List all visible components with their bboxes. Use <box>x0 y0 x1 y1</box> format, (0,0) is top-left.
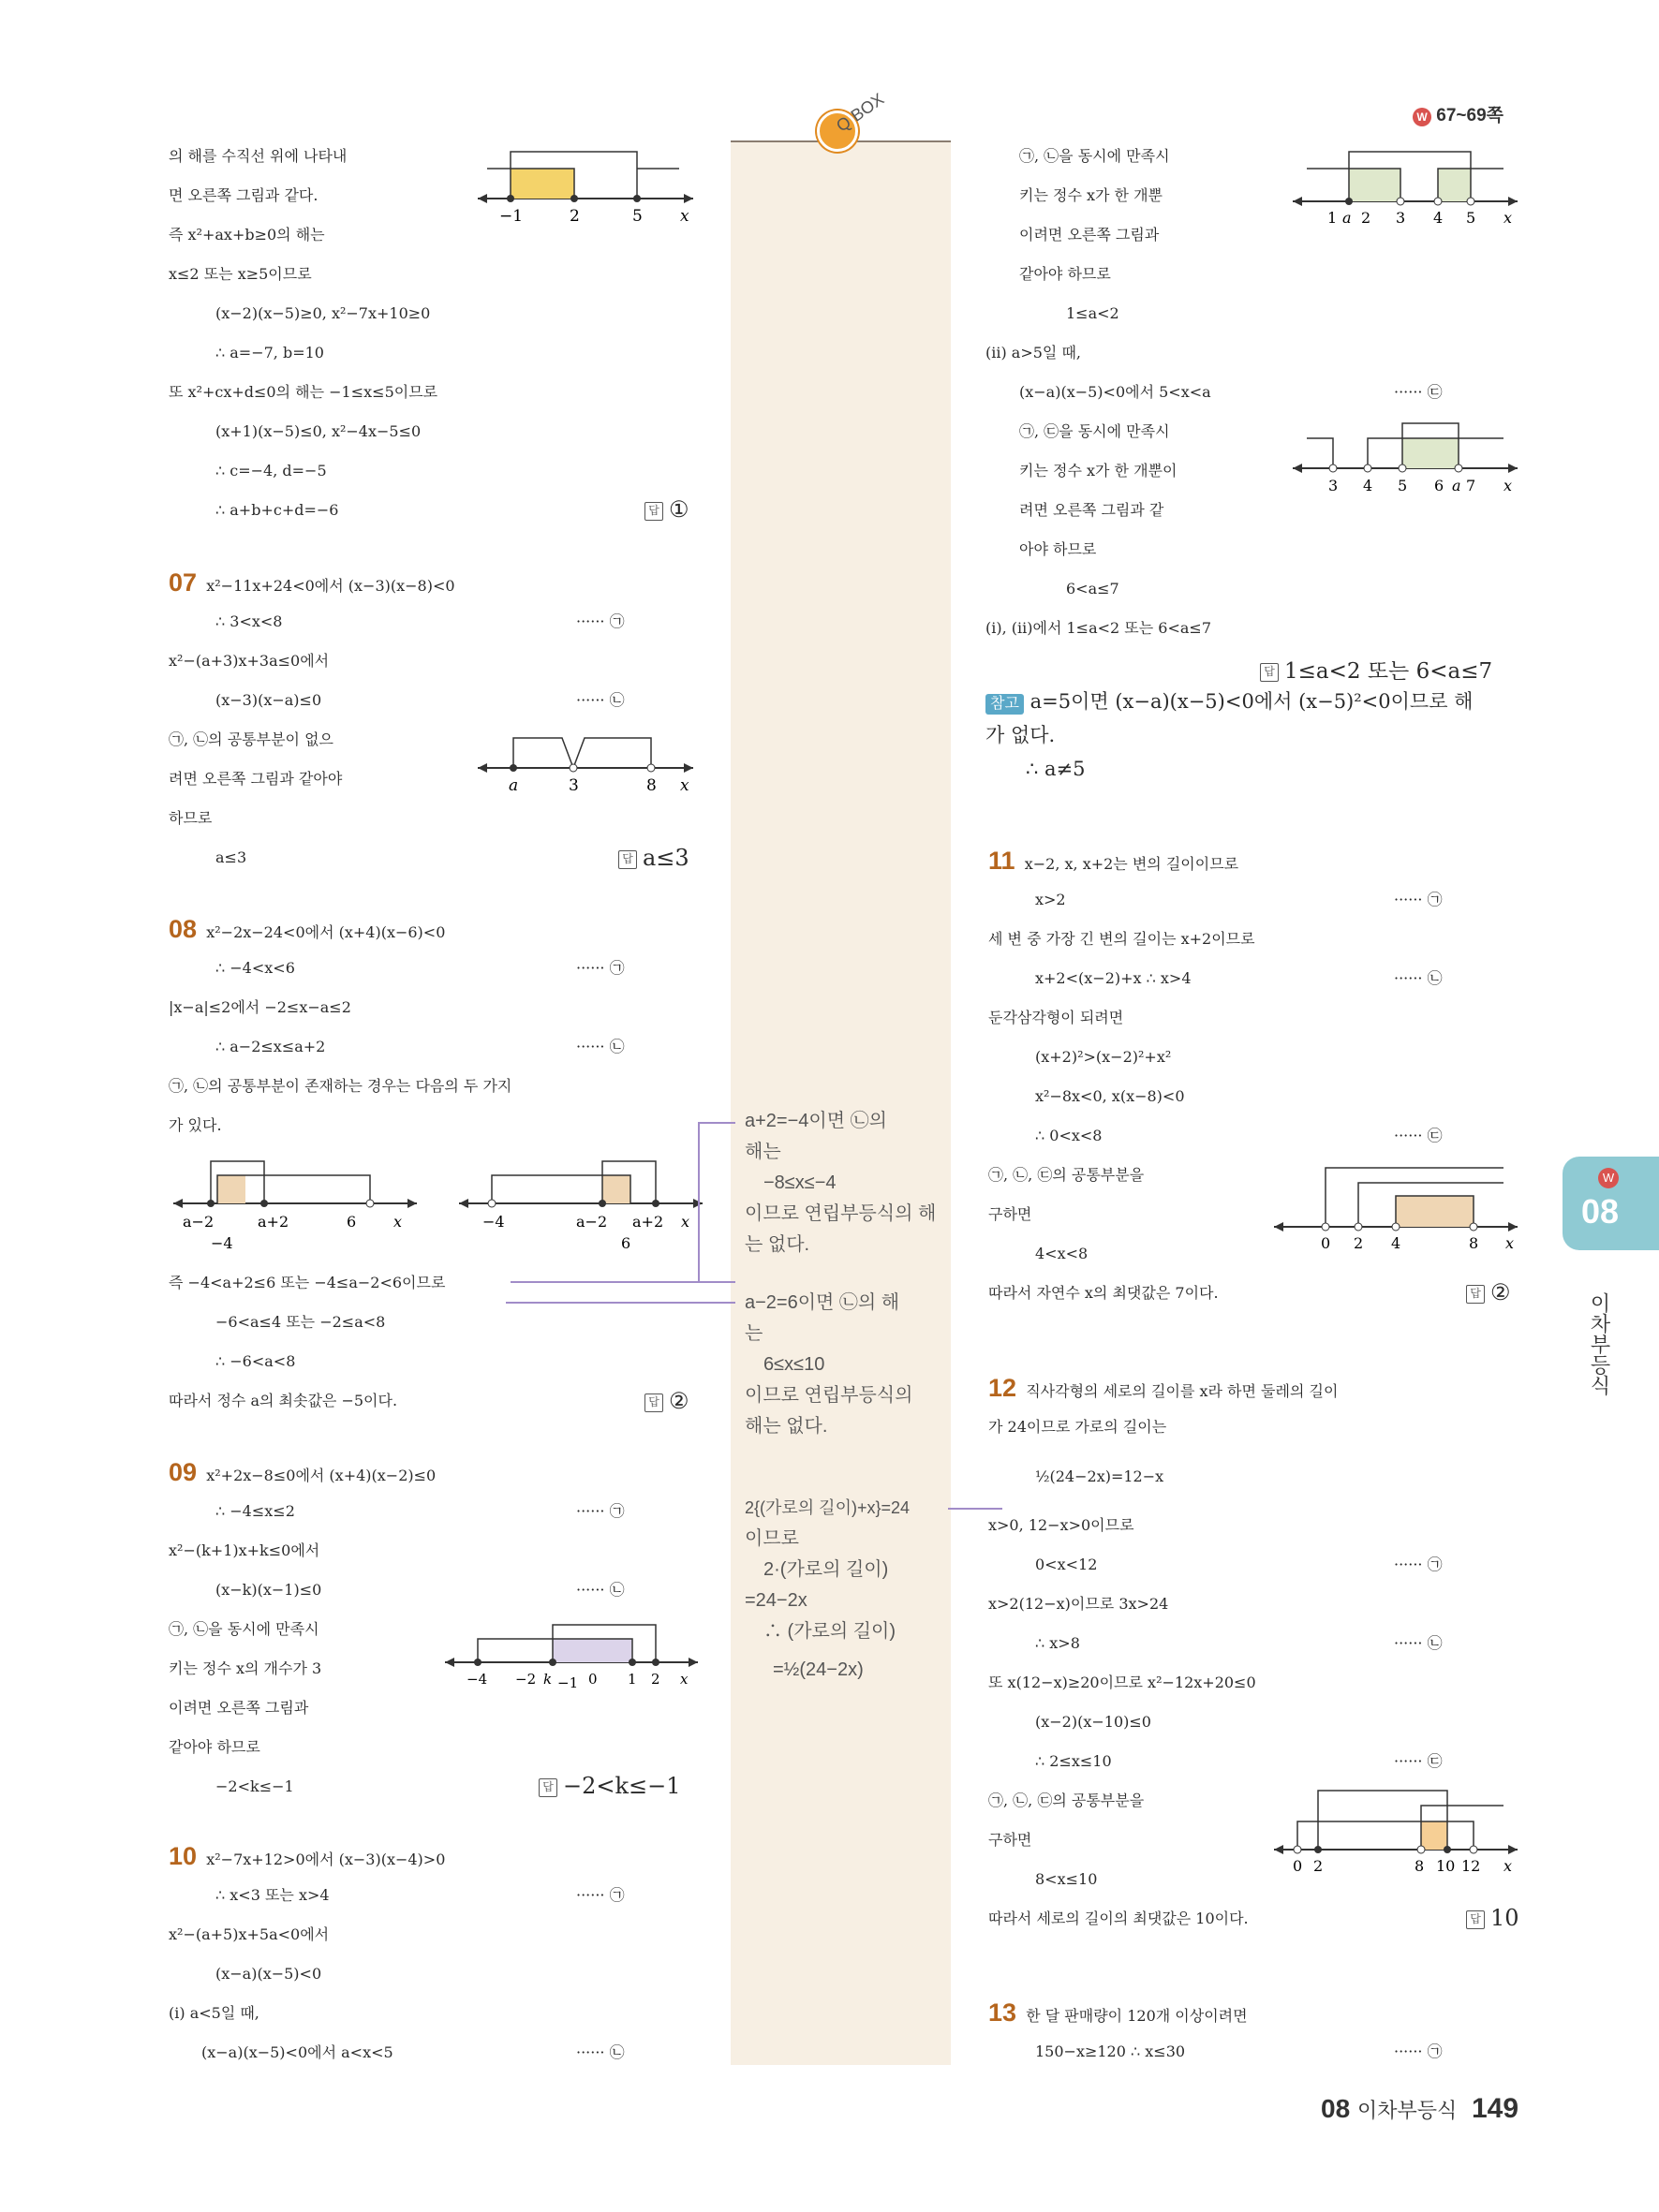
svg-text:−1: −1 <box>557 1674 579 1691</box>
tag: ······ ㉢ <box>1394 1752 1443 1770</box>
svg-text:x: x <box>1503 1857 1513 1875</box>
page-number: 149 <box>1471 2093 1519 2124</box>
svg-text:a: a <box>509 776 519 795</box>
text-line: ㉠, ㉡의 공통부분이 없으 <box>169 730 333 748</box>
text-line: x≤2 또는 x≥5이므로 <box>169 265 312 283</box>
svg-text:a+2: a+2 <box>258 1213 289 1231</box>
answer-icon: 답 <box>644 1394 663 1412</box>
ref-badge-icon: W <box>1413 108 1431 126</box>
text-line: 같아야 하므로 <box>169 1738 260 1756</box>
answer-value: ② <box>669 1388 689 1414</box>
text-line: (x−a)(x−5)<0에서 a<x<5 <box>201 2043 393 2061</box>
text-line: 려면 오른쪽 그림과 같 <box>1019 501 1164 519</box>
svg-text:−1: −1 <box>499 207 524 225</box>
text-line: (i) a<5일 때, <box>169 2004 259 2022</box>
text-line: (x−a)(x−5)<0 <box>215 1965 322 1983</box>
svg-text:k: k <box>543 1671 553 1688</box>
text-line: x>0, 12−x>0이므로 <box>988 1516 1134 1534</box>
tag: ······ ㉡ <box>1394 1634 1443 1652</box>
ref-pages: 67~69쪽 <box>1436 106 1503 125</box>
text-line: −2<k≤−1 <box>215 1777 294 1795</box>
svg-text:1: 1 <box>1327 209 1338 225</box>
answer-value: ② <box>1490 1279 1511 1305</box>
footer-chapter: 08 <box>1321 2094 1351 2123</box>
svg-text:−4: −4 <box>467 1671 488 1688</box>
svg-text:5: 5 <box>1466 209 1476 225</box>
text-line: 이려면 오른쪽 그림과 <box>1019 226 1160 243</box>
number-line-diagram-09 <box>440 1611 703 1695</box>
problem-text: x−2, x, x+2는 변의 길이이므로 <box>1024 855 1239 873</box>
text-line: ㉠, ㉢을 동시에 만족시 <box>1019 422 1170 440</box>
tag: ······ ㉡ <box>1394 969 1443 987</box>
text-line: 면 오른쪽 그림과 같다. <box>169 186 318 204</box>
number-line-diagram-12 <box>1269 1779 1522 1878</box>
note-line: 이므로 <box>745 1528 799 1549</box>
footer-title: 이차부등식 <box>1356 2099 1458 2122</box>
svg-text:6: 6 <box>1434 477 1444 494</box>
note-line: a+2=−4이면 ㉡의 <box>745 1111 887 1131</box>
text-line: ∴ 3<x<8 <box>215 612 283 630</box>
note-line: ∴ (가로의 길이) <box>763 1621 896 1642</box>
text-line: ½(24−2x)=12−x <box>1035 1467 1164 1485</box>
problem-number: 10 <box>169 1842 198 1870</box>
text-line: 가 있다. <box>169 1116 222 1134</box>
svg-text:2: 2 <box>1313 1857 1324 1875</box>
note-text: a=5이면 (x−a)(x−5)<0에서 (x−5)²<0이므로 해 <box>1029 690 1474 713</box>
problem-line <box>169 913 445 949</box>
svg-text:x: x <box>680 776 689 795</box>
tag: ······ ㉢ <box>1394 1127 1443 1144</box>
svg-text:2: 2 <box>651 1671 660 1688</box>
svg-text:4: 4 <box>1433 209 1444 225</box>
svg-text:x: x <box>1503 209 1513 225</box>
note-line <box>985 686 1473 717</box>
text-line: −6<a≤4 또는 −2≤a<8 <box>215 1313 386 1331</box>
text-line: 이려면 오른쪽 그림과 <box>169 1699 309 1717</box>
page-ref <box>1413 101 1503 126</box>
text-line: ∴ a+b+c+d=−6 <box>215 501 339 519</box>
tag: ······ ㉡ <box>576 1038 625 1055</box>
answer-mark <box>1466 1905 1519 1931</box>
svg-text:−2: −2 <box>515 1671 537 1688</box>
connector-line <box>511 1281 735 1283</box>
qbox-column <box>731 140 951 2065</box>
answer-mark <box>644 1388 689 1414</box>
text-line: 6<a≤7 <box>1066 580 1119 597</box>
number-line-diagram-top <box>468 140 703 225</box>
answer-icon: 답 <box>1260 663 1279 682</box>
text-line: (x+2)²>(x−2)²+x² <box>1035 1048 1172 1066</box>
text-line: (x−2)(x−10)≤0 <box>1035 1713 1151 1731</box>
text-line: x>2 <box>1035 891 1066 908</box>
svg-text:4: 4 <box>1363 477 1373 494</box>
text-line: (x−3)(x−a)≤0 <box>215 691 322 709</box>
problem-line <box>988 1372 1338 1408</box>
note-line: 해는 없다. <box>745 1416 828 1437</box>
svg-text:x: x <box>393 1213 403 1231</box>
note-line: 는 없다. <box>745 1234 810 1255</box>
svg-text:8: 8 <box>1415 1857 1425 1875</box>
answer-icon: 답 <box>644 502 663 521</box>
svg-text:7: 7 <box>1466 477 1476 494</box>
svg-text:2: 2 <box>1361 209 1371 225</box>
text-line: 또 x²+cx+d≤0의 해는 −1≤x≤5이므로 <box>169 383 438 401</box>
svg-text:5: 5 <box>632 207 643 225</box>
text-line: 1≤a<2 <box>1066 304 1119 322</box>
svg-text:−4: −4 <box>211 1234 233 1252</box>
text-line: ∴ −4<x<6 <box>215 959 295 977</box>
text-line: x²−(k+1)x+k≤0에서 <box>169 1541 320 1559</box>
answer-value: 10 <box>1490 1905 1519 1931</box>
text-line: 150−x≥120 ∴ x≤30 <box>1035 2042 1186 2060</box>
number-line-diagram-08a <box>169 1152 422 1255</box>
problem-line <box>169 567 455 602</box>
text-line: x>2(12−x)이므로 3x>24 <box>988 1595 1169 1613</box>
text-line: ∴ x<3 또는 x>4 <box>215 1886 330 1904</box>
answer-icon: 답 <box>1466 1285 1485 1304</box>
text-line: (x+1)(x−5)≤0, x²−4x−5≤0 <box>215 422 422 440</box>
problem-text: x²−11x+24<0에서 (x−3)(x−8)<0 <box>206 577 455 595</box>
connector-line <box>698 1122 700 1283</box>
svg-text:8: 8 <box>646 776 657 795</box>
note-line: =½(24−2x) <box>773 1659 864 1680</box>
svg-text:3: 3 <box>569 776 579 795</box>
chapter-number: 08 <box>1581 1192 1620 1231</box>
answer-mark <box>1260 654 1492 685</box>
text-line: 키는 정수 x의 개수가 3 <box>169 1659 322 1677</box>
svg-text:x: x <box>680 207 689 225</box>
text-line: 키는 정수 x가 한 개뿐 <box>1019 186 1163 204</box>
text-line: ∴ c=−4, d=−5 <box>215 462 327 479</box>
number-line-diagram-07 <box>468 721 703 796</box>
text-line: ∴ −6<a<8 <box>215 1352 296 1370</box>
text-line: 세 변 중 가장 긴 변의 길이는 x+2이므로 <box>988 930 1255 948</box>
note-line: 2·(가로의 길이) <box>763 1559 889 1580</box>
connector-line <box>506 1302 735 1304</box>
note-line: 이므로 연립부등식의 해 <box>745 1203 937 1224</box>
text-line: x²−(a+3)x+3a≤0에서 <box>169 652 330 670</box>
svg-text:x: x <box>1505 1234 1515 1252</box>
page-footer <box>1321 2093 1518 2125</box>
problem-line <box>169 1840 445 1876</box>
text-line: 4<x<8 <box>1035 1245 1089 1262</box>
problem-text: x²−7x+12>0에서 (x−3)(x−4)>0 <box>206 1851 446 1868</box>
note-line: 가 없다. <box>985 724 1056 746</box>
note-badge: 참고 <box>985 694 1024 715</box>
tag: ······ ㉠ <box>576 612 625 630</box>
text-line: a≤3 <box>215 848 247 866</box>
svg-text:a: a <box>1452 477 1461 494</box>
problem-text: 한 달 판매량이 120개 이상이려면 <box>1026 2007 1248 2025</box>
svg-text:0: 0 <box>1293 1857 1303 1875</box>
svg-text:x: x <box>681 1213 690 1231</box>
tag: ······ ㉡ <box>576 1581 625 1599</box>
number-line-diagram-08b <box>454 1152 707 1255</box>
tag: ······ ㉠ <box>1394 891 1443 908</box>
answer-value: −2<k≤−1 <box>563 1773 681 1799</box>
svg-text:a: a <box>1342 209 1352 225</box>
svg-text:1: 1 <box>628 1671 637 1688</box>
text-line: x+2<(x−2)+x ∴ x>4 <box>1035 969 1192 987</box>
text-line: ∴ x>8 <box>1035 1634 1080 1652</box>
text-line: 의 해를 수직선 위에 나타내 <box>169 147 348 165</box>
text-line: 려면 오른쪽 그림과 같아야 <box>169 770 343 788</box>
text-line: 따라서 세로의 길이의 최댓값은 10이다. <box>988 1910 1249 1927</box>
svg-text:12: 12 <box>1461 1857 1481 1875</box>
note-line: 2{(가로의 길이)+x}=24 <box>745 1498 911 1517</box>
text-line: 즉 x²+ax+b≥0의 해는 <box>169 226 325 243</box>
svg-text:6: 6 <box>621 1234 631 1252</box>
text-line: ∴ a−2≤x≤a+2 <box>215 1038 326 1055</box>
text-line: ∴ 2≤x≤10 <box>1035 1752 1112 1770</box>
text-line: (i), (ii)에서 1≤a<2 또는 6<a≤7 <box>985 619 1211 637</box>
svg-text:2: 2 <box>1354 1234 1364 1252</box>
tag: ······ ㉢ <box>1394 383 1443 401</box>
text-line: 둔각삼각형이 되려면 <box>988 1009 1124 1026</box>
qbox-label: Q BOX <box>833 89 888 136</box>
svg-text:−4: −4 <box>482 1213 505 1231</box>
answer-icon: 답 <box>1466 1910 1485 1929</box>
svg-text:8: 8 <box>1469 1234 1479 1252</box>
problem-number: 11 <box>988 847 1015 875</box>
text-line: 키는 정수 x가 한 개뿐이 <box>1019 462 1178 479</box>
text-line: (x−2)(x−5)≥0, x²−7x+10≥0 <box>215 304 431 322</box>
svg-text:0: 0 <box>1321 1234 1331 1252</box>
note-line: 는 <box>745 1323 763 1344</box>
text-line: ∴ 0<x<8 <box>1035 1127 1103 1144</box>
svg-text:a−2: a−2 <box>183 1213 215 1231</box>
svg-text:3: 3 <box>1396 209 1406 225</box>
text-line: ∴ a=−7, b=10 <box>215 344 324 361</box>
connector-line <box>698 1122 735 1124</box>
text-line: (ii) a>5일 때, <box>985 344 1082 361</box>
text-line: (x−a)(x−5)<0에서 5<x<a <box>1019 383 1211 401</box>
text-line: ㉠, ㉡, ㉢의 공통부분을 <box>988 1166 1145 1184</box>
chapter-badge-icon: W <box>1598 1168 1619 1188</box>
text-line: 따라서 정수 a의 최솟값은 −5이다. <box>169 1392 398 1409</box>
answer-icon: 답 <box>618 850 637 869</box>
answer-mark <box>618 845 689 871</box>
answer-value: 1≤a<2 또는 6<a≤7 <box>1284 659 1493 684</box>
svg-text:6: 6 <box>347 1213 357 1231</box>
chapter-side-title: 이차부등식 <box>1588 1292 1611 1395</box>
text-line: x²−(a+5)x+5a<0에서 <box>169 1925 330 1943</box>
text-line: ∴ −4≤x≤2 <box>215 1502 295 1520</box>
answer-icon: 답 <box>539 1778 557 1797</box>
text-line: 8<x≤10 <box>1035 1870 1098 1888</box>
tag: ······ ㉠ <box>576 1886 625 1904</box>
number-line-diagram-11 <box>1269 1157 1522 1255</box>
chapter-tab <box>1563 1157 1659 1250</box>
tag: ······ ㉠ <box>576 959 625 977</box>
text-line: ㉠, ㉡을 동시에 만족시 <box>169 1620 319 1638</box>
problem-text: 직사각형의 세로의 길이를 x라 하면 둘레의 길이 <box>1026 1382 1339 1400</box>
answer-value: ① <box>669 496 689 523</box>
problem-number: 09 <box>169 1458 198 1486</box>
tag: ······ ㉠ <box>1394 2042 1443 2060</box>
number-line-diagram-10b <box>1288 412 1522 496</box>
tag: ······ ㉡ <box>576 691 625 709</box>
svg-text:x: x <box>680 1671 689 1688</box>
text-line: 하므로 <box>169 809 213 827</box>
answer-mark <box>539 1773 681 1799</box>
problem-number: 07 <box>169 568 198 597</box>
note-line: −8≤x≤−4 <box>763 1172 837 1193</box>
text-line: 0<x<12 <box>1035 1556 1098 1573</box>
svg-text:10: 10 <box>1436 1857 1456 1875</box>
answer-mark <box>644 496 689 523</box>
text-line: 구하면 <box>988 1831 1032 1849</box>
answer-value: a≤3 <box>643 845 689 871</box>
answer-mark <box>1466 1279 1511 1305</box>
text-line: x²−8x<0, x(x−8)<0 <box>1035 1087 1185 1105</box>
note-line: ∴ a≠5 <box>1026 758 1086 780</box>
problem-text: x²+2x−8≤0에서 (x+4)(x−2)≤0 <box>206 1467 437 1484</box>
qbox-logo <box>817 89 888 155</box>
text-line: ㉠, ㉡, ㉢의 공통부분을 <box>988 1792 1145 1809</box>
note-line: =24−2x <box>745 1590 807 1611</box>
problem-line <box>169 1456 436 1492</box>
text-line: 또 x(12−x)≥20이므로 x²−12x+20≤0 <box>988 1674 1256 1691</box>
text-line: 즉 −4<a+2≤6 또는 −4≤a−2<6이므로 <box>169 1274 446 1291</box>
note-line: 6≤x≤10 <box>763 1354 825 1375</box>
tag: ······ ㉠ <box>576 1502 625 1520</box>
svg-text:a−2: a−2 <box>576 1213 608 1231</box>
number-line-diagram-10a <box>1288 140 1522 225</box>
svg-text:3: 3 <box>1328 477 1339 494</box>
text-line: 따라서 자연수 x의 최댓값은 7이다. <box>988 1284 1219 1302</box>
svg-text:0: 0 <box>588 1671 598 1688</box>
problem-number: 12 <box>988 1374 1017 1402</box>
svg-text:4: 4 <box>1391 1234 1401 1252</box>
problem-text: x²−2x−24<0에서 (x+4)(x−6)<0 <box>206 923 446 941</box>
text-line: ㉠, ㉡의 공통부분이 존재하는 경우는 다음의 두 가지 <box>169 1077 512 1095</box>
svg-text:x: x <box>1503 477 1513 494</box>
text-line: |x−a|≤2에서 −2≤x−a≤2 <box>169 998 351 1016</box>
note-line: 해는 <box>745 1142 781 1162</box>
problem-number: 13 <box>988 1998 1017 2027</box>
problem-line <box>988 1997 1248 2032</box>
note-line: a−2=6이면 ㉡의 해 <box>745 1292 900 1313</box>
text-line: 아야 하므로 <box>1019 540 1097 558</box>
tag: ······ ㉠ <box>1394 1556 1443 1573</box>
problem-number: 08 <box>169 915 198 943</box>
text-line: ㉠, ㉡을 동시에 만족시 <box>1019 147 1170 165</box>
note-line: 이므로 연립부등식의 <box>745 1385 913 1406</box>
text-line: (x−k)(x−1)≤0 <box>215 1581 322 1599</box>
text-line: 같아야 하므로 <box>1019 265 1111 283</box>
text-line: 구하면 <box>988 1205 1032 1223</box>
problem-line <box>988 845 1238 880</box>
svg-text:a+2: a+2 <box>632 1213 664 1231</box>
svg-text:2: 2 <box>570 207 580 225</box>
tag: ······ ㉡ <box>576 2043 625 2061</box>
text-line: 가 24이므로 가로의 길이는 <box>988 1418 1167 1436</box>
svg-text:5: 5 <box>1398 477 1408 494</box>
